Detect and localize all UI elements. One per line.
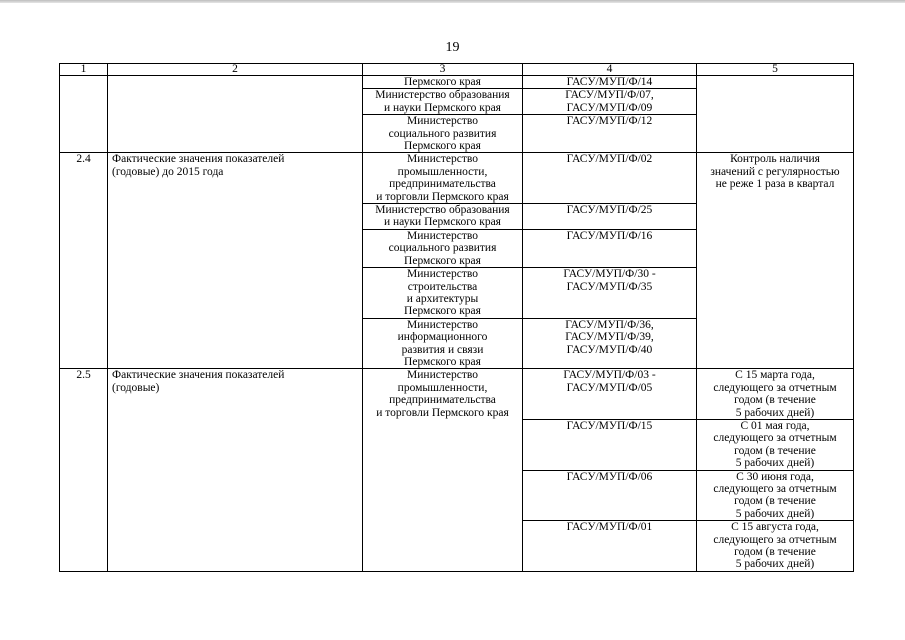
cell-ministry: Министерство промышленности, предпринимательства и торговли Пермского края (363, 153, 523, 204)
col-header-1: 1 (60, 64, 108, 76)
cell-deadline: С 01 мая года, следующего за отчетным годом (в течение 5 рабочих дней) (697, 419, 854, 470)
table-row (60, 76, 854, 89)
cell-ministry: Министерство образования и науки Пермского края (363, 204, 523, 230)
cell-code: ГАСУ/МУП/Ф/15 (523, 419, 697, 470)
cell-deadline: С 15 августа года, следующего за отчетным годом (в течение 5 рабочих дней) (697, 521, 854, 572)
cell-control: Контроль наличия значений с регулярностью не реже 1 раза в квартал (697, 153, 854, 369)
cell-code: ГАСУ/МУП/Ф/36, ГАСУ/МУП/Ф/39, ГАСУ/МУП/Ф/40 (523, 318, 697, 369)
col-header-3: 3 (363, 64, 523, 76)
cell-ministry: Министерство социального развития Пермского края (363, 229, 523, 267)
scan-top-edge (0, 0, 905, 3)
cell-code: ГАСУ/МУП/Ф/14 (523, 76, 697, 89)
data-table (59, 63, 854, 572)
cell-ministry: Министерство промышленности, предпринимательства и торговли Пермского края (363, 369, 523, 572)
cell-ministry: Министерство социального развития Пермского края (363, 115, 523, 153)
cell-code: ГАСУ/МУП/Ф/30 - ГАСУ/МУП/Ф/35 (523, 268, 697, 319)
cell-num: 2.4 (60, 153, 108, 369)
cell-indicator: Фактические значения показателей (годовые) до 2015 года (108, 153, 363, 369)
cell-deadline: С 15 марта года, следующего за отчетным годом (в течение 5 рабочих дней) (697, 369, 854, 420)
header-row (60, 64, 854, 76)
cell-deadline: С 30 июня года, следующего за отчетным годом (в течение 5 рабочих дней) (697, 470, 854, 521)
col-header-2: 2 (108, 64, 363, 76)
cell-code: ГАСУ/МУП/Ф/12 (523, 115, 697, 153)
cell-code: ГАСУ/МУП/Ф/16 (523, 229, 697, 267)
cell-ministry: Министерство образования и науки Пермского края (363, 89, 523, 115)
cell-ministry: Министерство строительства и архитектуры Пермского края (363, 268, 523, 319)
table-row (60, 153, 854, 204)
cell-deadline (697, 76, 854, 153)
col-header-5: 5 (697, 64, 854, 76)
cell-code: ГАСУ/МУП/Ф/07, ГАСУ/МУП/Ф/09 (523, 89, 697, 115)
cell-num (60, 76, 108, 153)
cell-ministry: Министерство информационного развития и связи Пермского края (363, 318, 523, 369)
cell-code: ГАСУ/МУП/Ф/25 (523, 204, 697, 230)
cell-code: ГАСУ/МУП/Ф/03 - ГАСУ/МУП/Ф/05 (523, 369, 697, 420)
cell-indicator: Фактические значения показателей (годовые) (108, 369, 363, 572)
table-row (60, 369, 854, 420)
cell-code: ГАСУ/МУП/Ф/02 (523, 153, 697, 204)
cell-indicator (108, 76, 363, 153)
cell-code: ГАСУ/МУП/Ф/06 (523, 470, 697, 521)
cell-ministry: Пермского края (363, 76, 523, 89)
cell-code: ГАСУ/МУП/Ф/01 (523, 521, 697, 572)
page-number: 19 (445, 40, 460, 55)
col-header-4: 4 (523, 64, 697, 76)
cell-num: 2.5 (60, 369, 108, 572)
